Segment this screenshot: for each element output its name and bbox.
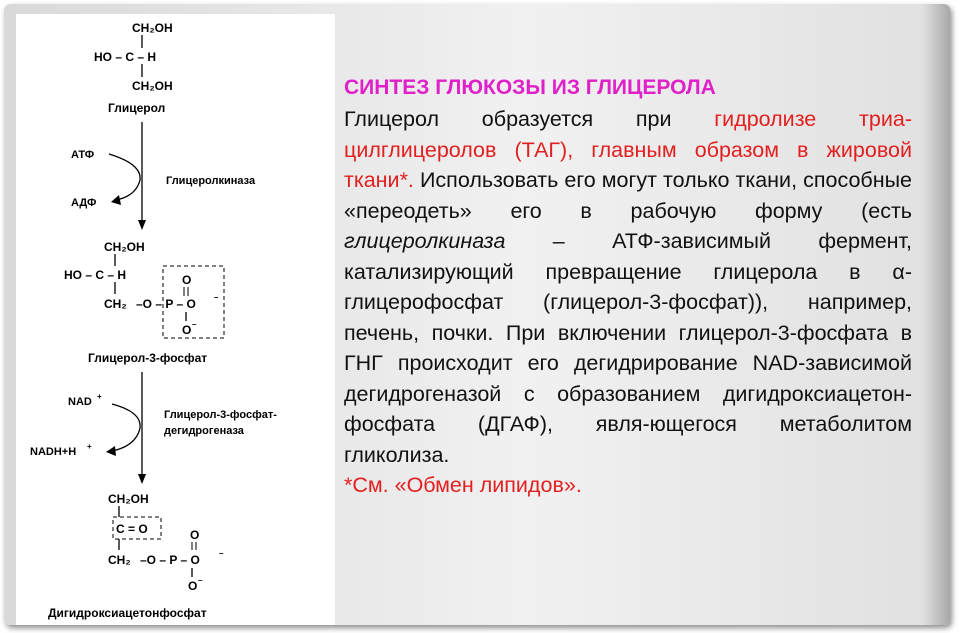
dhap-ch2: CH₂ <box>108 553 131 567</box>
paragraph-red-text: гидролизе триа-цилглицеролов (ТАГ), главным образом в жировой ткани*. <box>344 107 912 192</box>
g3p-minus-right: – <box>214 293 219 302</box>
g3p-label: Глицерол-3-фосфат <box>88 351 208 365</box>
slide-title: СИНТЕЗ ГЛЮКОЗЫ ИЗ ГЛИЦЕРОЛА <box>344 76 716 99</box>
reference-line <box>344 470 912 501</box>
g3p-minus-bottom: – <box>192 320 197 329</box>
main-paragraph <box>344 104 912 470</box>
g3p-dehydrogenase-line2: дегидрогеназа <box>164 425 244 437</box>
text-block <box>344 74 912 501</box>
glycerol-ch2oh-bottom: CH₂OH <box>132 79 173 93</box>
nadh-plus: + <box>87 442 92 451</box>
dhap-o-bottom: O <box>188 579 198 593</box>
dhap-o-p-o: –O – P – O <box>140 553 200 567</box>
paragraph-end: – АТФ-зависимый фермент, катализирующий превращение глицерола в α-глицерофосфат (глицерол-3-фосфат)), например, печень, почки. При включении глицерол-3-фосфата в ГНГ происходит его дегидрирование NAD-зависимой дегидрогеназой с образованием дигидроксиацетон-фосфата (ДГАФ), явля-ющегося метаболитом гликолиза. <box>344 229 912 467</box>
glycerol-ho-c-h: HO – C – H <box>94 50 157 64</box>
dhap-ch2oh: CH₂OH <box>108 492 149 506</box>
g3p-ch2: CH₂ <box>104 297 127 311</box>
adp-label: АДФ <box>71 197 97 209</box>
reference-text: *См. «Обмен липидов» <box>344 473 576 497</box>
reference-dot: . <box>575 473 582 497</box>
nad-label: NAD <box>68 396 92 408</box>
dhap-label: Дигидроксиацетонфосфат <box>48 606 207 620</box>
g3p-o-top: O <box>182 273 192 287</box>
g3p-ch2oh: CH₂OH <box>104 240 145 254</box>
nad-plus: + <box>97 392 102 401</box>
reaction-diagram <box>16 14 335 625</box>
slide <box>4 4 950 625</box>
g3p-ho-c-h: HO – C – H <box>64 268 127 282</box>
g3p-o-bottom: O <box>182 323 192 337</box>
glycerol-ch2oh-top: CH₂OH <box>132 21 173 35</box>
paragraph-italic-enzyme: глицеролкиназа <box>344 229 506 253</box>
g3p-o-p-o: –O – P – O <box>136 297 196 311</box>
dhap-minus-bottom: – <box>198 576 203 585</box>
atp-label: АТФ <box>71 149 95 161</box>
reaction-diagram-svg <box>16 14 335 625</box>
paragraph-middle: Использовать его могут только ткани, способные «переодеть» его в рабочую форму (есть <box>344 168 912 223</box>
dhap-c-eq-o: C = O <box>116 522 148 536</box>
dhap-minus-right: – <box>219 549 224 558</box>
nadh-label: NADH+H <box>30 446 77 458</box>
glycerol-label: Глицерол <box>108 101 166 115</box>
glycerol-kinase-label: Глицеролкиназа <box>166 175 256 187</box>
g3p-dehydrogenase-line1: Глицерол-3-фосфат- <box>164 409 277 421</box>
paragraph-start: Глицерол образуется при <box>344 107 715 131</box>
dhap-o-top: O <box>190 528 200 542</box>
